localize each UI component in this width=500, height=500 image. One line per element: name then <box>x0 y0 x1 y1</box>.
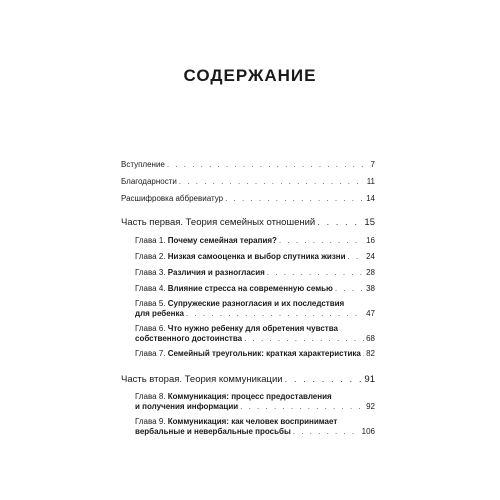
chapter-title: Различия и разногласия <box>167 268 265 277</box>
leader-dots <box>186 309 364 319</box>
chapter-title: Почему семейная терапия? <box>167 236 277 245</box>
page-number: 16 <box>366 236 375 245</box>
page-number: 92 <box>366 402 375 411</box>
part-label: Часть вторая. Теория коммуникации <box>121 374 283 385</box>
leader-dots <box>279 236 364 246</box>
page-number: 28 <box>366 268 375 277</box>
page-number: 15 <box>364 217 375 228</box>
leader-dots <box>179 177 365 187</box>
chapter-title-line-1: Коммуникация: процесс предоставления <box>167 392 332 401</box>
page-number: 38 <box>366 284 375 293</box>
leader-dots <box>348 252 365 262</box>
toc-entry-acknowledgements[interactable] <box>121 177 375 187</box>
chapter-number: Глава 8. <box>135 392 166 401</box>
chapter-number: Глава 7. <box>135 349 166 358</box>
page-number: 106 <box>361 427 375 436</box>
leader-dots <box>225 194 364 204</box>
leader-dots <box>293 427 360 437</box>
leader-dots <box>335 284 364 294</box>
leader-dots <box>285 374 363 386</box>
toc-chapter-2[interactable] <box>135 252 375 262</box>
chapter-number: Глава 4. <box>135 284 166 293</box>
page-number: 24 <box>366 252 375 261</box>
leader-dots <box>240 402 364 412</box>
chapter-title: Низкая самооценка и выбор спутника жизни <box>167 252 346 261</box>
toc-entry-label: Вступление <box>121 160 165 169</box>
toc-entry-label: Расшифровка аббревиатур <box>121 194 224 203</box>
chapter-number: Глава 2. <box>135 252 166 261</box>
page-number: 91 <box>364 374 375 385</box>
toc-chapter-1[interactable] <box>135 236 375 246</box>
page-number: 14 <box>366 194 375 203</box>
page-number: 82 <box>366 349 375 358</box>
leader-dots <box>317 217 362 229</box>
chapter-title: Влияние стресса на современную семью <box>167 284 333 293</box>
chapter-number: Глава 1. <box>135 236 166 245</box>
chapter-number: Глава 6. <box>135 324 166 333</box>
toc-chapter-9[interactable] <box>135 417 375 437</box>
chapter-number: Глава 3. <box>135 268 166 277</box>
chapter-title: Семейный треугольник: краткая характеристика <box>167 349 361 358</box>
toc-chapter-6[interactable] <box>135 324 375 344</box>
leader-dots <box>267 268 364 278</box>
part-label: Часть первая. Теория семейных отношений <box>121 217 316 228</box>
toc-chapter-5[interactable] <box>135 299 375 319</box>
page-number: 11 <box>366 177 375 186</box>
toc-entry-abbreviations[interactable] <box>121 194 375 204</box>
toc-chapter-4[interactable] <box>135 284 375 294</box>
chapter-number: Глава 9. <box>135 417 166 426</box>
leader-dots <box>363 349 364 359</box>
page-title: СОДЕРЖАНИЕ <box>183 66 317 85</box>
leader-dots <box>167 160 369 170</box>
toc-entry-introduction[interactable] <box>121 160 375 170</box>
chapter-title-line-2: для ребенка <box>135 309 184 318</box>
chapter-title-line-2: и получения информации <box>135 402 239 411</box>
toc-part-1[interactable] <box>121 217 375 229</box>
page-number: 7 <box>370 160 375 169</box>
chapter-title-line-1: Что нужно ребенку для обретения чувства <box>167 324 338 333</box>
toc-chapter-3[interactable] <box>135 268 375 278</box>
chapter-title-line-1: Супружеские разногласия и их последствия <box>167 299 345 308</box>
leader-dots <box>244 334 364 344</box>
toc-chapter-7[interactable] <box>135 349 375 359</box>
toc-chapter-8[interactable] <box>135 392 375 412</box>
chapter-title-line-2: вербальные и невербальные просьбы <box>135 427 291 436</box>
page-number: 47 <box>366 309 375 318</box>
chapter-title-line-1: Коммуникация: как человек воспринимает <box>167 417 338 426</box>
chapter-title-line-2: собственного достоинства <box>135 334 243 343</box>
toc-part-2[interactable] <box>121 374 375 386</box>
chapter-number: Глава 5. <box>135 299 166 308</box>
toc-entry-label: Благодарности <box>121 177 177 186</box>
page-number: 68 <box>366 334 375 343</box>
